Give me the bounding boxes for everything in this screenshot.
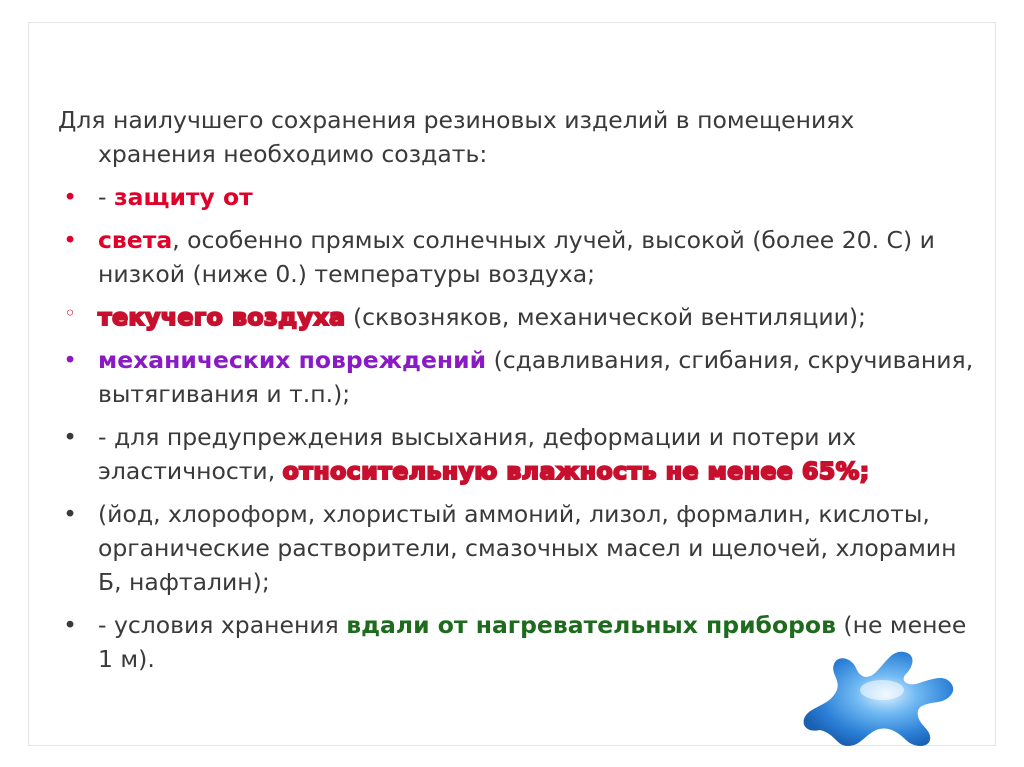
item-text: - для предупреждения высыхания, деформации и потери их эластичности,	[98, 423, 857, 485]
bullet-icon: •	[63, 226, 77, 254]
item-text: (йод, хлороформ, хлористый аммоний, лизол, формалин, кислоты, органические растворители, смазочных масел и щелочей, хлорамин Б, нафталин);	[98, 500, 957, 596]
bullet-icon: •	[63, 500, 77, 528]
list-item	[58, 223, 978, 291]
item-text: (сдавливания, сгибания, скручивания, вытягивания и т.п.);	[98, 346, 974, 408]
item-highlight: защиту от	[113, 183, 253, 211]
slide-content	[58, 103, 978, 685]
item-prefix: -	[98, 183, 114, 211]
list-item	[58, 300, 978, 334]
item-highlight: вдали от нагревательных приборов	[346, 611, 836, 639]
item-highlight: механических повреждений	[98, 346, 487, 374]
item-text: (сквозняков, механической вентиляции);	[345, 303, 866, 331]
list-item	[58, 343, 978, 411]
item-highlight: света	[98, 226, 173, 254]
bullet-icon: •	[63, 183, 77, 211]
list-item	[58, 180, 978, 214]
bullet-icon: •	[63, 346, 77, 374]
item-highlight: текучего воздуха	[98, 303, 346, 331]
intro-paragraph: Для наилучшего сохранения резиновых изделий в помещениях хранения необходимо создать:	[58, 106, 855, 168]
blue-splat-decoration	[790, 630, 960, 750]
list-item	[58, 497, 978, 599]
item-text: (не менее 1 м).	[98, 611, 967, 673]
bullet-icon: •	[63, 423, 77, 451]
ring-bullet-icon: ◦	[64, 301, 76, 325]
list-item	[58, 420, 978, 488]
item-highlight: относительную влажность не менее 65%;	[282, 457, 870, 485]
item-text: , особенно прямых солнечных лучей, высокой (более 20. С) и низкой (ниже 0.) температуры воздуха;	[98, 226, 935, 288]
bullet-icon: •	[63, 611, 77, 639]
item-text: - условия хранения	[98, 611, 347, 639]
